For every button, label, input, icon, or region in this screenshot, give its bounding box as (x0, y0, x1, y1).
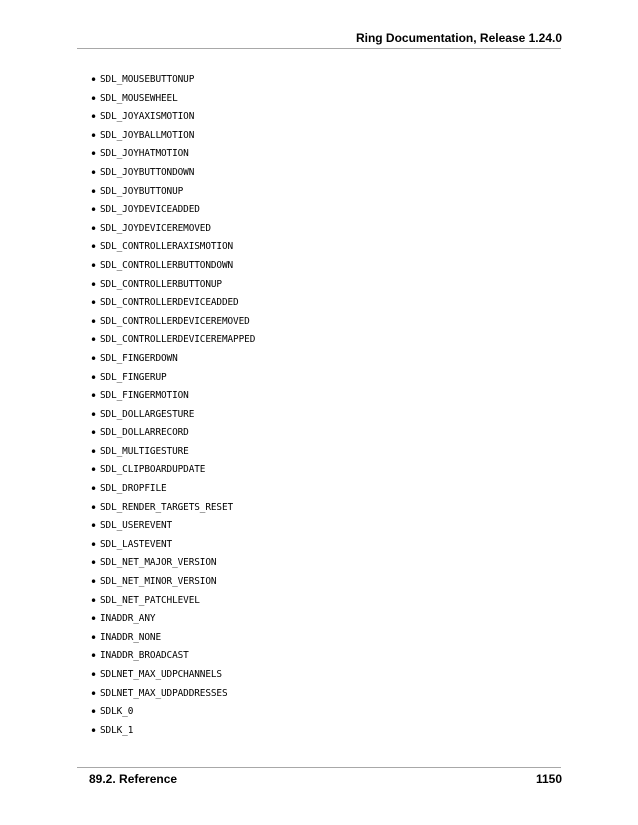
constant-name: SDL_CONTROLLERBUTTONDOWN (100, 259, 234, 271)
constant-name: SDL_DROPFILE (100, 483, 167, 495)
constant-name: SDL_JOYDEVICEADDED (100, 204, 200, 216)
bullet-icon: • (90, 240, 98, 255)
list-item (90, 220, 255, 239)
list-item (90, 313, 255, 332)
bullet-icon: • (90, 686, 98, 701)
bullet-icon: • (90, 277, 98, 292)
list-item (90, 703, 255, 722)
constants-list (90, 71, 255, 740)
bullet-icon: • (90, 537, 98, 552)
bullet-icon: • (90, 314, 98, 329)
list-item (90, 350, 255, 369)
list-item (90, 480, 255, 499)
constant-name: SDL_CLIPBOARDUPDATE (100, 464, 206, 476)
constant-name: SDL_JOYBUTTONUP (100, 185, 184, 197)
bullet-icon: • (90, 258, 98, 273)
constant-name: INADDR_NONE (100, 631, 161, 643)
bullet-icon: • (90, 184, 98, 199)
constant-name: SDL_FINGERMOTION (100, 390, 189, 402)
constant-name: SDL_FINGERDOWN (100, 352, 178, 364)
bullet-icon: • (90, 463, 98, 478)
bullet-icon: • (90, 630, 98, 645)
constant-name: SDL_MOUSEBUTTONUP (100, 74, 195, 85)
bullet-icon: • (90, 203, 98, 218)
list-item (90, 108, 255, 127)
bullet-icon: • (90, 593, 98, 608)
constant-name: INADDR_BROADCAST (100, 650, 189, 662)
bullet-icon: • (90, 519, 98, 534)
constant-name: SDL_JOYBUTTONDOWN (100, 166, 195, 178)
bullet-icon: • (90, 444, 98, 459)
list-item (90, 294, 255, 313)
bullet-icon: • (90, 147, 98, 162)
bullet-icon: • (90, 723, 98, 738)
constant-name: SDL_JOYAXISMOTION (100, 111, 195, 123)
list-item (90, 71, 255, 90)
constant-name: SDLNET_MAX_UDPADDRESSES (100, 687, 228, 699)
list-item (90, 629, 255, 648)
constant-name: SDL_USEREVENT (100, 520, 173, 532)
list-item (90, 257, 255, 276)
list-item (90, 183, 255, 202)
list-item (90, 461, 255, 480)
list-item (90, 406, 255, 425)
bullet-icon: • (90, 575, 98, 590)
bullet-icon: • (90, 389, 98, 404)
list-item (90, 722, 255, 741)
bullet-icon: • (90, 426, 98, 441)
list-item (90, 685, 255, 704)
constant-name: SDLNET_MAX_UDPCHANNELS (100, 669, 222, 680)
constant-name: SDL_CONTROLLERBUTTONUP (100, 278, 222, 290)
bullet-icon: • (90, 668, 98, 682)
bullet-icon: • (90, 165, 98, 180)
list-item (90, 276, 255, 295)
constant-name: SDL_FINGERUP (100, 371, 167, 383)
constant-name: SDL_JOYBALLMOTION (100, 129, 195, 141)
constant-name: SDL_NET_MINOR_VERSION (100, 576, 217, 588)
list-item (90, 554, 255, 573)
bullet-icon: • (90, 221, 98, 236)
constant-name: SDL_JOYHATMOTION (100, 148, 189, 160)
list-item (90, 573, 255, 592)
list-item (90, 238, 255, 257)
constant-name: SDL_CONTROLLERAXISMOTION (100, 241, 234, 253)
bullet-icon: • (90, 705, 98, 720)
list-item (90, 164, 255, 183)
constant-name: INADDR_ANY (100, 613, 156, 625)
list-item (90, 331, 255, 350)
list-item (90, 592, 255, 611)
running-header-title: Ring Documentation, Release 1.24.0 (355, 31, 562, 45)
bullet-icon: • (90, 500, 98, 515)
footer-section-title: 89.2. Reference (89, 772, 178, 786)
constant-name: SDL_MULTIGESTURE (100, 445, 189, 457)
constant-name: SDL_NET_MAJOR_VERSION (100, 557, 217, 569)
list-item (90, 387, 255, 406)
bullet-icon: • (90, 370, 98, 385)
constant-name: SDL_DOLLARGESTURE (100, 408, 195, 420)
constant-name: SDL_NET_PATCHLEVEL (100, 594, 200, 606)
list-item (90, 443, 255, 462)
constant-name: SDL_RENDER_TARGETS_RESET (100, 501, 234, 513)
footer-divider (77, 767, 561, 768)
page-number: 1150 (535, 772, 562, 786)
list-item (90, 647, 255, 666)
constant-name: SDL_CONTROLLERDEVICEREMAPPED (100, 334, 256, 346)
list-item (90, 424, 255, 443)
list-item (90, 499, 255, 518)
list-item (90, 90, 255, 109)
constant-name: SDL_MOUSEWHEEL (100, 92, 178, 104)
constant-name: SDL_LASTEVENT (100, 538, 173, 550)
constant-name: SDL_CONTROLLERDEVICEADDED (100, 297, 239, 309)
list-item (90, 127, 255, 146)
bullet-icon: • (90, 649, 98, 664)
list-item (90, 536, 255, 555)
constant-name: SDL_CONTROLLERDEVICEREMOVED (100, 315, 250, 327)
list-item (90, 610, 255, 629)
bullet-icon: • (90, 91, 98, 106)
bullet-icon: • (90, 333, 98, 348)
bullet-icon: • (90, 407, 98, 422)
list-item (90, 145, 255, 164)
constant-name: SDLK_1 (100, 724, 134, 736)
list-item (90, 666, 255, 685)
constant-name: SDL_DOLLARRECORD (100, 427, 189, 439)
bullet-icon: • (90, 351, 98, 366)
constant-name: SDL_JOYDEVICEREMOVED (100, 222, 211, 234)
list-item (90, 517, 255, 536)
bullet-icon: • (90, 556, 98, 571)
bullet-icon: • (90, 110, 98, 125)
constant-name: SDLK_0 (100, 706, 134, 718)
bullet-icon: • (90, 612, 98, 627)
bullet-icon: • (90, 296, 98, 311)
list-item (90, 369, 255, 388)
bullet-icon: • (90, 482, 98, 497)
bullet-icon: • (90, 128, 98, 143)
list-item (90, 201, 255, 220)
bullet-icon: • (90, 73, 98, 87)
header-divider (77, 48, 561, 49)
